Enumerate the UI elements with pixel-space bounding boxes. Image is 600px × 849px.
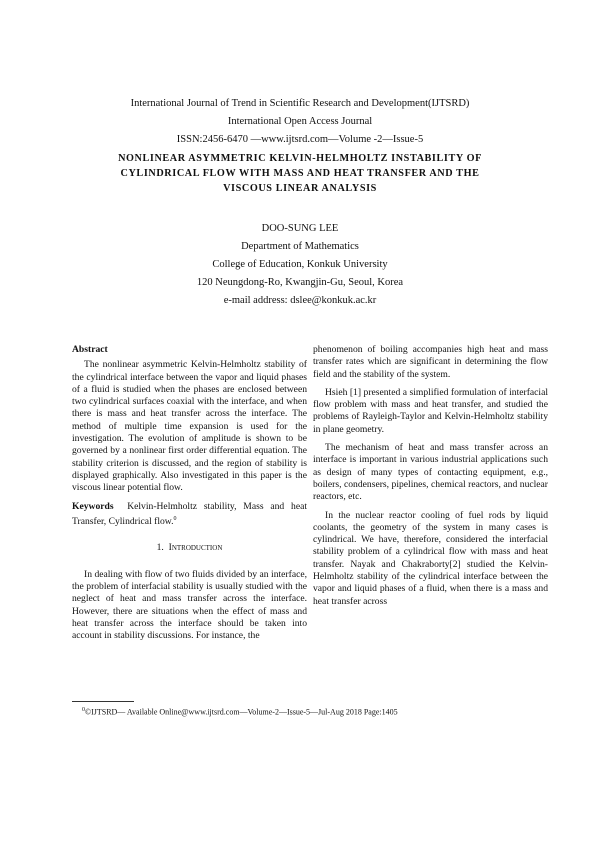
intro-paragraph-3: The mechanism of heat and mass transfer across an interface is important in various industrial applications such as design of many types of contacting equipment, e.g., boilers, condensers, pipelines, chemical reactors, and nuclear reactors, etc. [313,442,548,503]
keywords [72,501,307,529]
author-email: e-mail address: dslee@konkuk.ac.kr [223,295,377,306]
section-number: 1. [156,542,164,554]
title-line-2: CYLINDRICAL FLOW WITH MASS AND HEAT TRANSFER AND THE [120,168,480,179]
journal-name: International Journal of Trend in Scientific Research and Development(IJTSRD) [130,98,470,109]
keywords-label: Keywords [72,500,114,512]
intro-paragraph-4: In the nuclear reactor cooling of fuel rods by liquid coolants, the geometry of the system in many cases is cylindrical. We have, therefore, considered the interfacial stability problem of a cylindrical flow with mass and heat transfer. Nayak and Chakraborty[2] studied the Kelvin-Helmholtz stability of the cylindrical interface between the vapor and liquid phases of a fluid, when there is a mass and heat transfer across [313,509,548,607]
paper-title [0,151,600,196]
title-line-1: NONLINEAR ASYMMETRIC KELVIN-HELMHOLTZ INSTABILITY OF [118,153,482,164]
footnote [82,705,398,718]
author-address: 120 Neungdong-Ro, Kwangjin-Gu, Seoul, Korea [196,277,404,288]
footnote-rule [72,701,134,702]
section-title: Introduction [168,542,223,554]
abstract-heading: Abstract [72,344,108,355]
abstract-text: The nonlinear asymmetric Kelvin-Helmholtz stability of the cylindrical interface between the vapor and liquid phases of a fluid is studied when the phases are enclosed between two cylindrical surfaces coaxial with the interface, and when there is mass and heat transfer across the interface. The method of multiple time expansion is used for the investigation. The evolution of amplitude is shown to be governed by a nonlinear first order differential equation. The stability criterion is discussed, and the region of stability is displayed graphically. Also investigated in this paper is the viscous linear potential flow. [72,359,307,494]
keywords-text: Kelvin-Helmholtz stability, Mass and heat Transfer, Cylindrical flow. [72,500,308,528]
title-line-3: VISCOUS LINEAR ANALYSIS [223,183,377,194]
journal-issn: ISSN:2456-6470 —www.ijtsrd.com—Volume -2—Issue-5 [176,134,424,145]
intro-paragraph-2: Hsieh [1] presented a simplified formulation of interfacial flow problem with mass and heat transfer, and studied the problems of Rayleigh-Taylor and Kelvin-Helmholtz stability in plane geometry. [313,386,548,435]
footnote-mark: 0 [82,707,85,713]
right-column [313,344,548,608]
keywords-footnote-mark: 0 [173,515,177,522]
section-heading [72,542,307,554]
left-column [72,344,307,642]
intro-paragraph-1: In dealing with flow of two fluids divided by an interface, the problem of interfacial stability is usually studied with the neglect of heat and mass transfer across the interface. However, there are situations when the effect of mass and heat transfer across the interface should be taken into account in stability discussions. For instance, the [72,568,307,642]
author-college: College of Education, Konkuk University [212,259,388,270]
footnote-text: ©IJTSRD— Available Online@www.ijtsrd.com—Volume-2—Issue-5—Jul-Aug 2018 Page:1405 [85,707,398,717]
journal-access: International Open Access Journal [227,116,373,127]
author-name: DOO-SUNG LEE [261,223,339,234]
author-department: Department of Mathematics [241,241,359,252]
author-block [0,220,600,310]
intro-paragraph-1-continued: phenomenon of boiling accompanies high heat and mass transfer rates which are significant in determining the flow field and the stability of the system. [313,344,548,380]
